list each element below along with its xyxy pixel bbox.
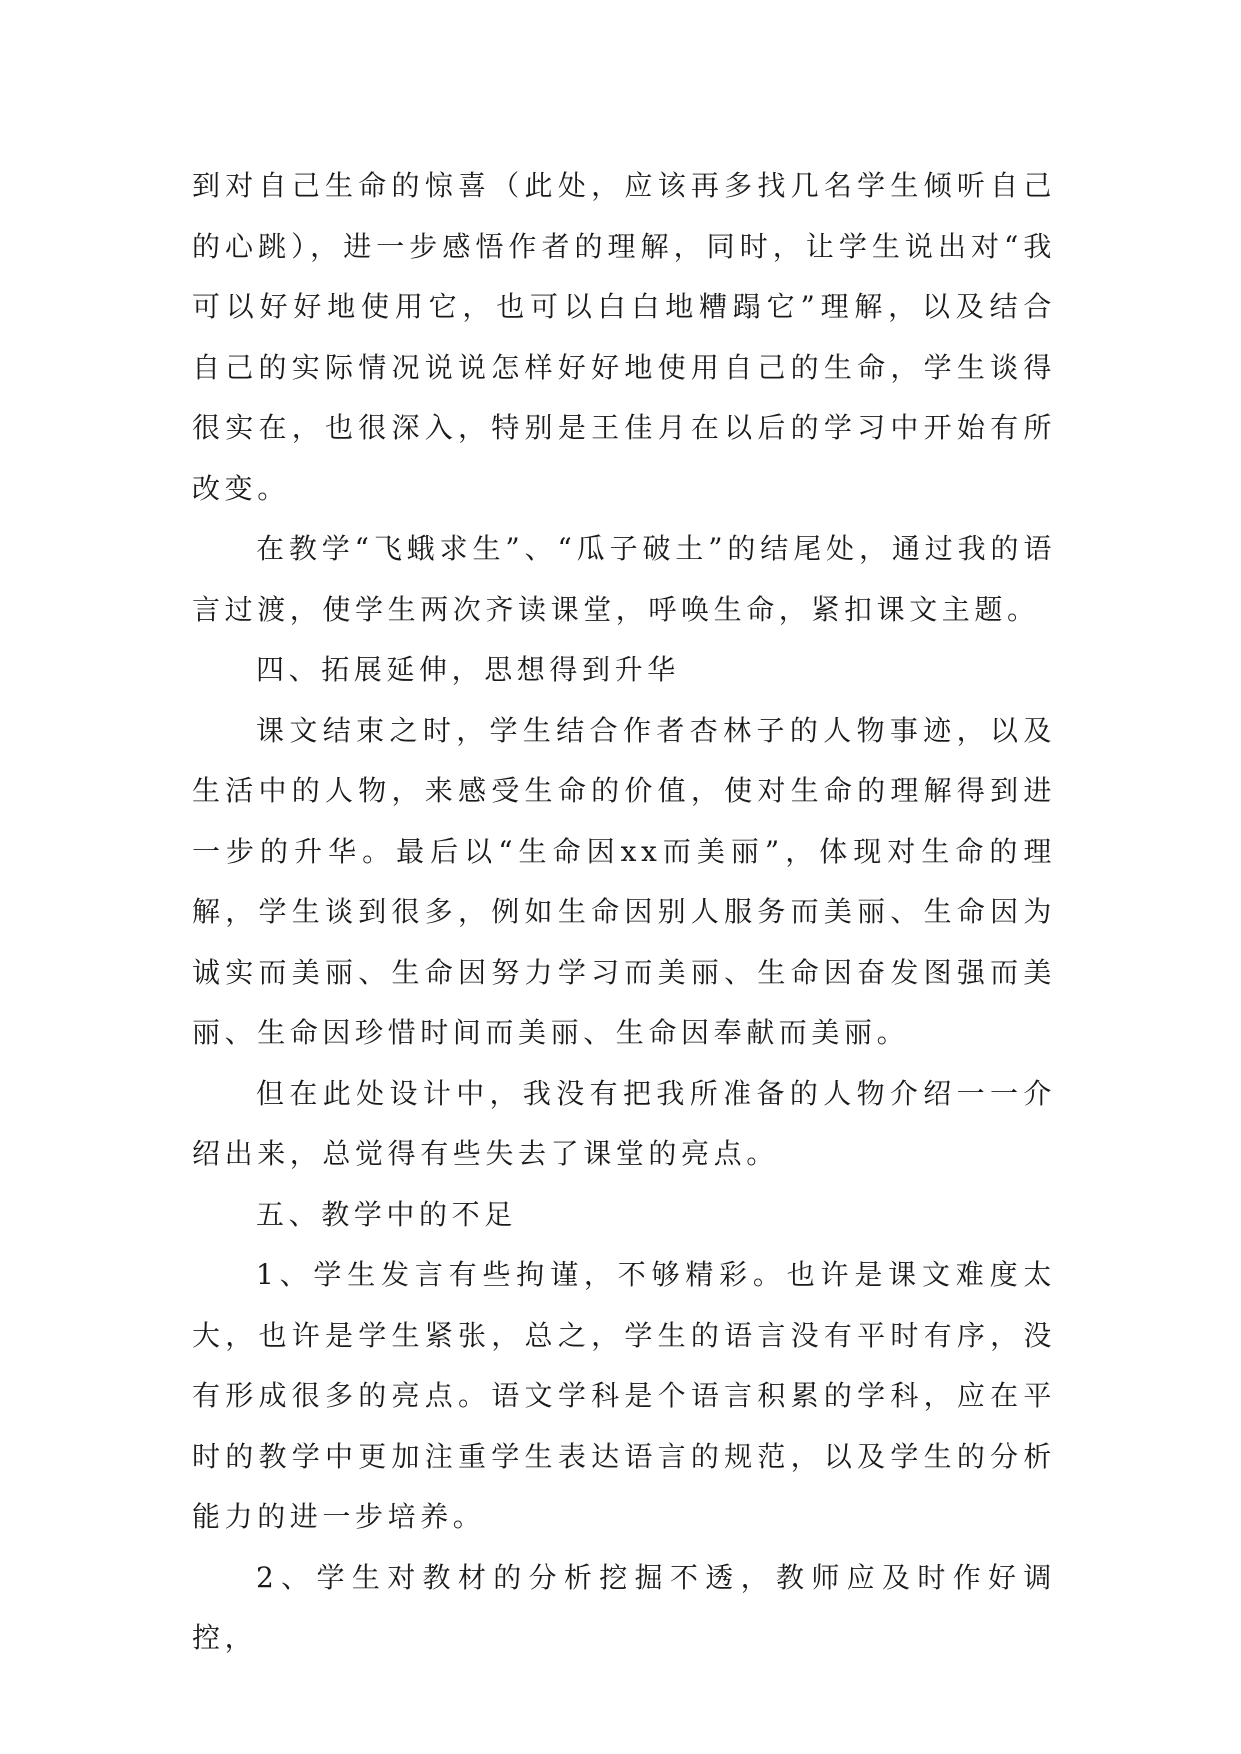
paragraph-teaching-transition: 在教学“飞蛾求生”、“瓜子破土”的结尾处，通过我的语言过渡，使学生两次齐读课堂，呼唤生命，紧扣课文主题。 bbox=[192, 532, 1056, 626]
paragraph-extension: 课文结束之时，学生结合作者杏林子的人物事迹，以及生活中的人物，来感受生命的价值，使对生命的理解得到进一步的升华。最后以“生命因xx而美丽”，体现对生命的理解，学生谈到很多，例如生命因别人服务而美丽、生命因为诚实而美丽、生命因努力学习而美丽、生命因奋发图强而美丽、生命因珍惜时间而美丽、生命因奉献而美丽。 bbox=[192, 713, 1056, 1049]
section-heading-shortcomings: 五、教学中的不足 bbox=[256, 1197, 517, 1231]
section-heading-extension: 四、拓展延伸，思想得到升华 bbox=[256, 653, 680, 686]
paragraph-design-note: 但在此处设计中，我没有把我所准备的人物介绍一一介绍出来，总觉得有些失去了课堂的亮点。 bbox=[192, 1076, 1056, 1170]
paragraph-continuation: 到对自己生命的惊喜（此处，应该再多找几名学生倾听自己的心跳），进一步感悟作者的理解，同时，让学生说出对“我可以好好地使用它，也可以白白地糟蹋它”理解，以及结合自己的实际情况说说怎样好好地使用自己的生命，学生谈得很实在，也很深入，特别是王佳月在以后的学习中开始有所改变。 bbox=[192, 169, 1056, 505]
document-body bbox=[192, 156, 1056, 1669]
paragraph-shortcoming-2: 2、学生对教材的分析挖掘不透，教师应及时作好调控， bbox=[192, 1560, 1056, 1654]
paragraph-shortcoming-1: 1、学生发言有些拘谨，不够精彩。也许是课文难度太大，也许是学生紧张，总之，学生的语言没有平时有序，没有形成很多的亮点。语文学科是个语言积累的学科，应在平时的教学中更加注重学生表达语言的规范，以及学生的分析能力的进一步培养。 bbox=[192, 1258, 1056, 1533]
